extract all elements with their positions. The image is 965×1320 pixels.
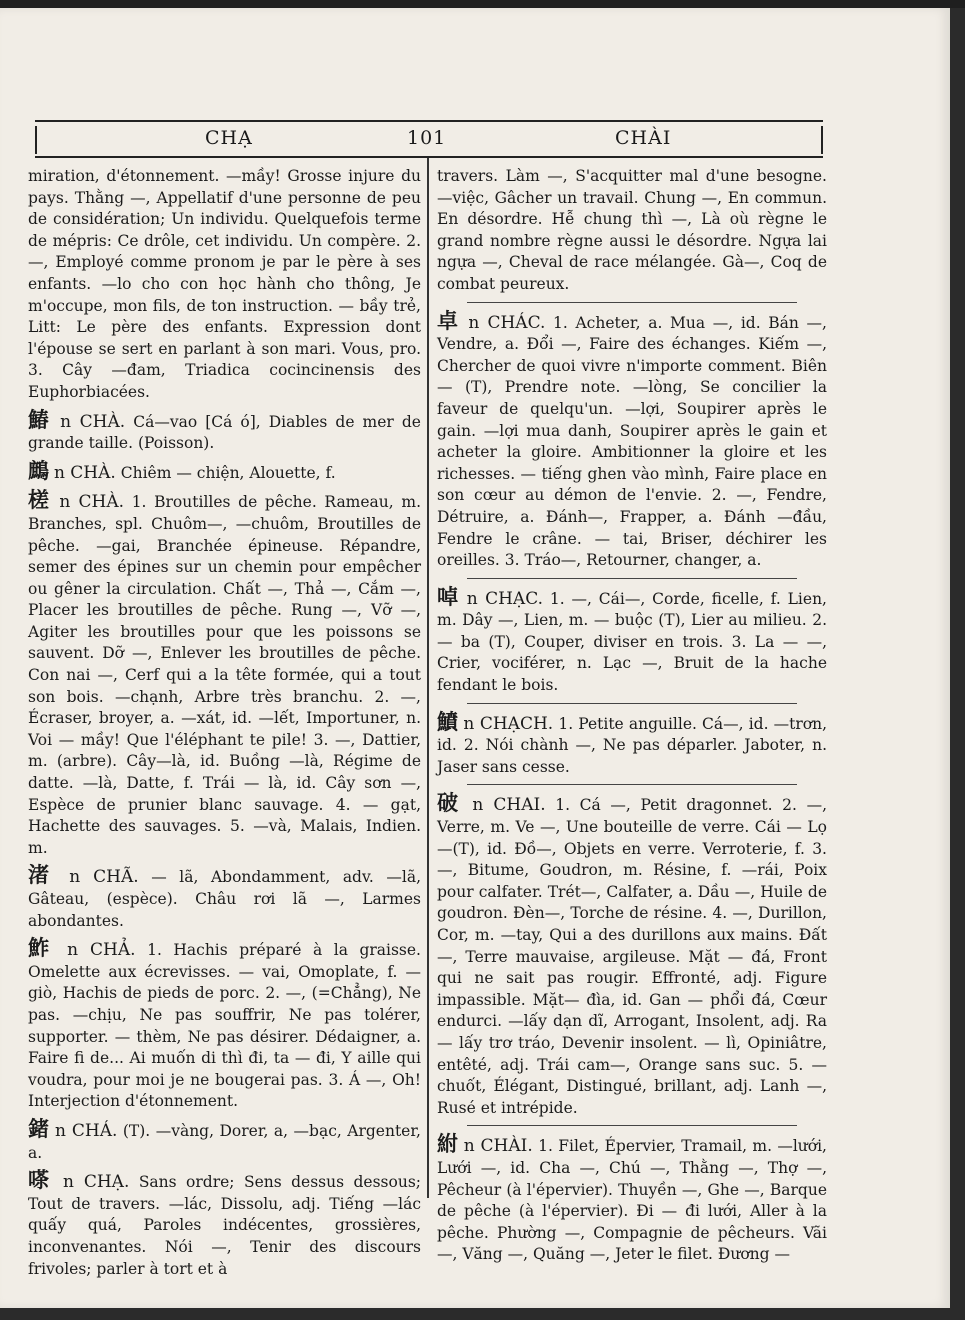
entry-headword: n CHẠC. <box>466 588 543 609</box>
entry-character: 鷓 <box>28 458 49 483</box>
entry-definition: 1. Petite anguille. Cá—, id. —trơn, id. 2. Nói chành —, Ne pas déparler. Jaboter, n. Jaser sans cesse. <box>437 714 827 776</box>
dictionary-entry <box>28 164 421 404</box>
entry-definition: 1. Cá —, Petit dragonnet. 2. —, Verre, m. Ve —, Une bouteille de verre. Cái — Lọ —(T), id. Đồ—, Objets en verre. Verroterie, f. 3. —, Bitume, Goudron, m. Résine, f. —rái, Poix pour calfater. Trét—, Calfater, a. Dầu —, Huile de goudron. Đèn—, Torche de résine. 4. —, Durillon, Cor, m. —tay, Qui a des durillons aux mains. Đất—, Terre mauvaise, argileuse. Mặt — đá, Front qui ne sait pas rougir. Effronté, adj. Figure impassible. Mặt— đìa, id. Gan — phổi đá, Cœur endurci. —lấy dạn dĩ, Arrogant, Insolent, adj. Ra — lấy trơ tráo, Devenir insolent. — lì, Opiniâtre, entêté, adj. Trái cam—, Orange sans suc. 5. —chuốt, Élégant, Distingué, brillant, adj. Lanh —, Rusé et intrépide. <box>437 796 827 1117</box>
entry-separator <box>467 302 797 303</box>
dictionary-entry <box>437 793 827 1119</box>
entry-definition: Cá—vao [Cá ó], Diables de mer de grande taille. (Poisson). <box>28 412 421 453</box>
dictionary-entry <box>437 308 827 572</box>
entry-headword: n CHÃ. <box>69 867 139 888</box>
entry-headword: n CHÁ. <box>55 1120 118 1141</box>
dictionary-entry <box>28 938 421 1113</box>
entry-headword: n CHÀ. <box>53 462 116 483</box>
entry-definition: 1. Filet, Épervier, Tramail, m. —lưới, Lưới —, id. Cha —, Chú —, Thằng —, Thợ —, Pêcheur (à l'épervier). Thuyền —, Ghe —, Barque de pêche (à l'épervier). Đi — đi lưới, Aller à la pêche. Phường —, Compagnie de pêcheurs. Vãi —, Văng —, Quăng —, Jeter le filet. Đương — <box>437 1137 827 1264</box>
dictionary-entry <box>437 164 827 296</box>
entry-separator <box>467 1125 797 1126</box>
left-column <box>28 164 421 1286</box>
entry-character: 槎 <box>28 488 52 513</box>
entry-separator <box>467 784 797 785</box>
entry-character: 破 <box>437 791 463 816</box>
entry-definition: — lã, Abondamment, adv. —lã, Gâteau, (espèce). Châu rơi lã —, Larmes abondantes. <box>28 868 422 930</box>
entry-character: 渚 <box>28 863 57 888</box>
entry-headword: n CHÀ. <box>60 411 126 432</box>
entry-character: 啅 <box>437 584 460 609</box>
running-header <box>35 120 823 158</box>
dictionary-entry <box>28 407 421 455</box>
entry-definition: miration, d'étonnement. —mầy! Grosse injure du pays. Thằng —, Appellatif d'une personne de peu de considération; Un individu. Quelquefois terme de mépris: Ce drôle, cet individu. Un compère. 2. —, Employé comme pronom je par le père à ses enfants. —lo cho con học hành cho thông, Je m'occupe, mon fils, de ton instruction. — bầy trẻ, Litt: Le père des enfants. Expression dont l'épouse se sert en parlant à son mari. Vous, pro. 3. Cây —đam, Triadica cocincinensis des Euphorbiacées. <box>28 167 421 401</box>
entry-separator <box>467 578 797 579</box>
dictionary-page <box>0 8 950 1308</box>
dictionary-entry <box>28 490 421 859</box>
dictionary-entry <box>28 458 421 485</box>
dictionary-entry <box>437 584 827 697</box>
entry-headword: n CHAI. <box>472 795 546 816</box>
entry-definition: Chiêm — chiện, Alouette, f. <box>120 463 336 482</box>
page-number: 101 <box>407 127 447 149</box>
right-column <box>437 164 827 1272</box>
dictionary-entry <box>437 1134 827 1266</box>
entry-character: 卓 <box>437 308 461 333</box>
dictionary-entry <box>28 1170 421 1280</box>
entry-character: 鰆 <box>28 407 53 432</box>
entry-character: 鮓 <box>28 936 56 961</box>
entry-definition: (T). —vàng, Dorer, a, —bạc, Argenter, a. <box>28 1121 421 1162</box>
entry-headword: n CHÀ. <box>59 492 125 513</box>
entry-separator <box>467 703 797 704</box>
entry-definition: Sans ordre; Sens dessus dessous; Tout de travers. —lác, Dissolu, adj. Tiếng —lác quấy quá, Paroles indécentes, grossières, inconvenantes. Nói —, Tenir des discours frivoles; parler à tort et à <box>28 1173 422 1278</box>
entry-headword: n CHẠCH. <box>463 713 554 734</box>
header-right-word: CHÀI <box>615 127 672 149</box>
entry-character: 鍺 <box>28 1116 50 1141</box>
entry-headword: n CHẢ. <box>67 940 136 961</box>
entry-character: 紨 <box>437 1132 459 1157</box>
dictionary-entry <box>437 709 827 779</box>
book-edge <box>0 0 965 8</box>
entry-headword: n CHÁC. <box>468 312 546 333</box>
entry-headword: n CHÀI. <box>463 1136 533 1157</box>
entry-character: 嗏 <box>28 1168 54 1193</box>
entry-headword: n CHẠ. <box>62 1172 130 1193</box>
entry-definition: travers. Làm —, S'acquitter mal d'une besogne. —việc, Gâcher un travail. Chung —, En commun. En désordre. Hễ chung thì —, Là où règne le grand nombre règne aussi le désordre. Ngựa lai ngựa —, Cheval de race mélangée. Gà—, Coq de combat peureux. <box>437 167 827 293</box>
entry-definition: 1. Hachis préparé à la graisse. Omelette aux écrevisses. — vai, Omoplate, f. —giò, Hachis de pieds de porc. 2. —, (=Chẳng), Ne pas. —chịu, Ne pas souffrir, Ne pas tolérer, supporter. — thèm, Ne pas désirer. Dédaigner, a. Faire fi de... Ai muốn di thì đi, ta — đi, Y aille qui voudra, pour moi je ne bougerai pas. 3. Á —, Oh! Interjection d'étonnement. <box>28 941 421 1111</box>
column-divider <box>427 158 429 1198</box>
entry-character: 鱝 <box>437 709 459 734</box>
entry-definition: 1. —, Cái—, Corde, ficelle, f. Lien, m. Dây —, Lien, m. — buộc (T), Lier au milieu. 2. — ba (T), Couper, diviser en trois. 3. La — —, Crier, vociférer, n. Lạc —, Bruit de la hache fendant le bois. <box>437 589 827 695</box>
entry-definition: 1. Broutilles de pêche. Rameau, m. Branches, spl. Chuôm—, —chuôm, Broutilles de pêche. —gai, Branchée épineuse. Répandre, semer des épines sur un chemin pour empêcher ou gêner la circulation. Chất —, Thả —, Cắm —, Placer les broutilles de pêche. Rung —, Vỡ —, Agiter les broutilles pour que les poissons se sauvent. Dỡ —, Enlever les broutilles de pêche. Con nai —, Cerf qui a la tête formée, qui a tout son bois. —chạnh, Arbre très branchu. 2. —, Écraser, broyer, a. —xát, id. —lết, Importuner, n. Voi — mầy! Que l'éléphant te pile! 3. —, Dattier, m. (arbre). Cây—là, id. Buồng —là, Régime de datte. —là, Datte, f. Trái — là, id. Cây sơn —, Espèce de prunier blanc sauvage. 4. — gạt, Hachette des sauvages. 5. —và, Malais, Indien. m. <box>28 493 421 857</box>
dictionary-entry <box>28 865 421 932</box>
header-left-word: CHẠ <box>205 127 253 149</box>
entry-definition: 1. Acheter, a. Mua —, id. Bán —, Vendre, a. Đổi —, Faire des échanges. Kiếm —, Chercher de quoi vivre n'importe comment. Biên — (T), Prendre note. —lòng, Se concilier la faveur de quelqu'un. —lợi, Soupirer après le gain. —lợi mua danh, Soupirer après le gain et acheter la gloire. Ambitionner la gloire et les richesses. — tiếng ghen vào mình, Faire place en son cœur au démon de l'envie. 2. —, Fendre, Détruire, a. Đánh—, Frapper, a. Đánh —đầu, Fendre le crâne. — tai, Briser, déchirer les oreilles. 3. Tráo—, Retourner, changer, a. <box>437 313 827 570</box>
dictionary-entry <box>28 1116 421 1164</box>
